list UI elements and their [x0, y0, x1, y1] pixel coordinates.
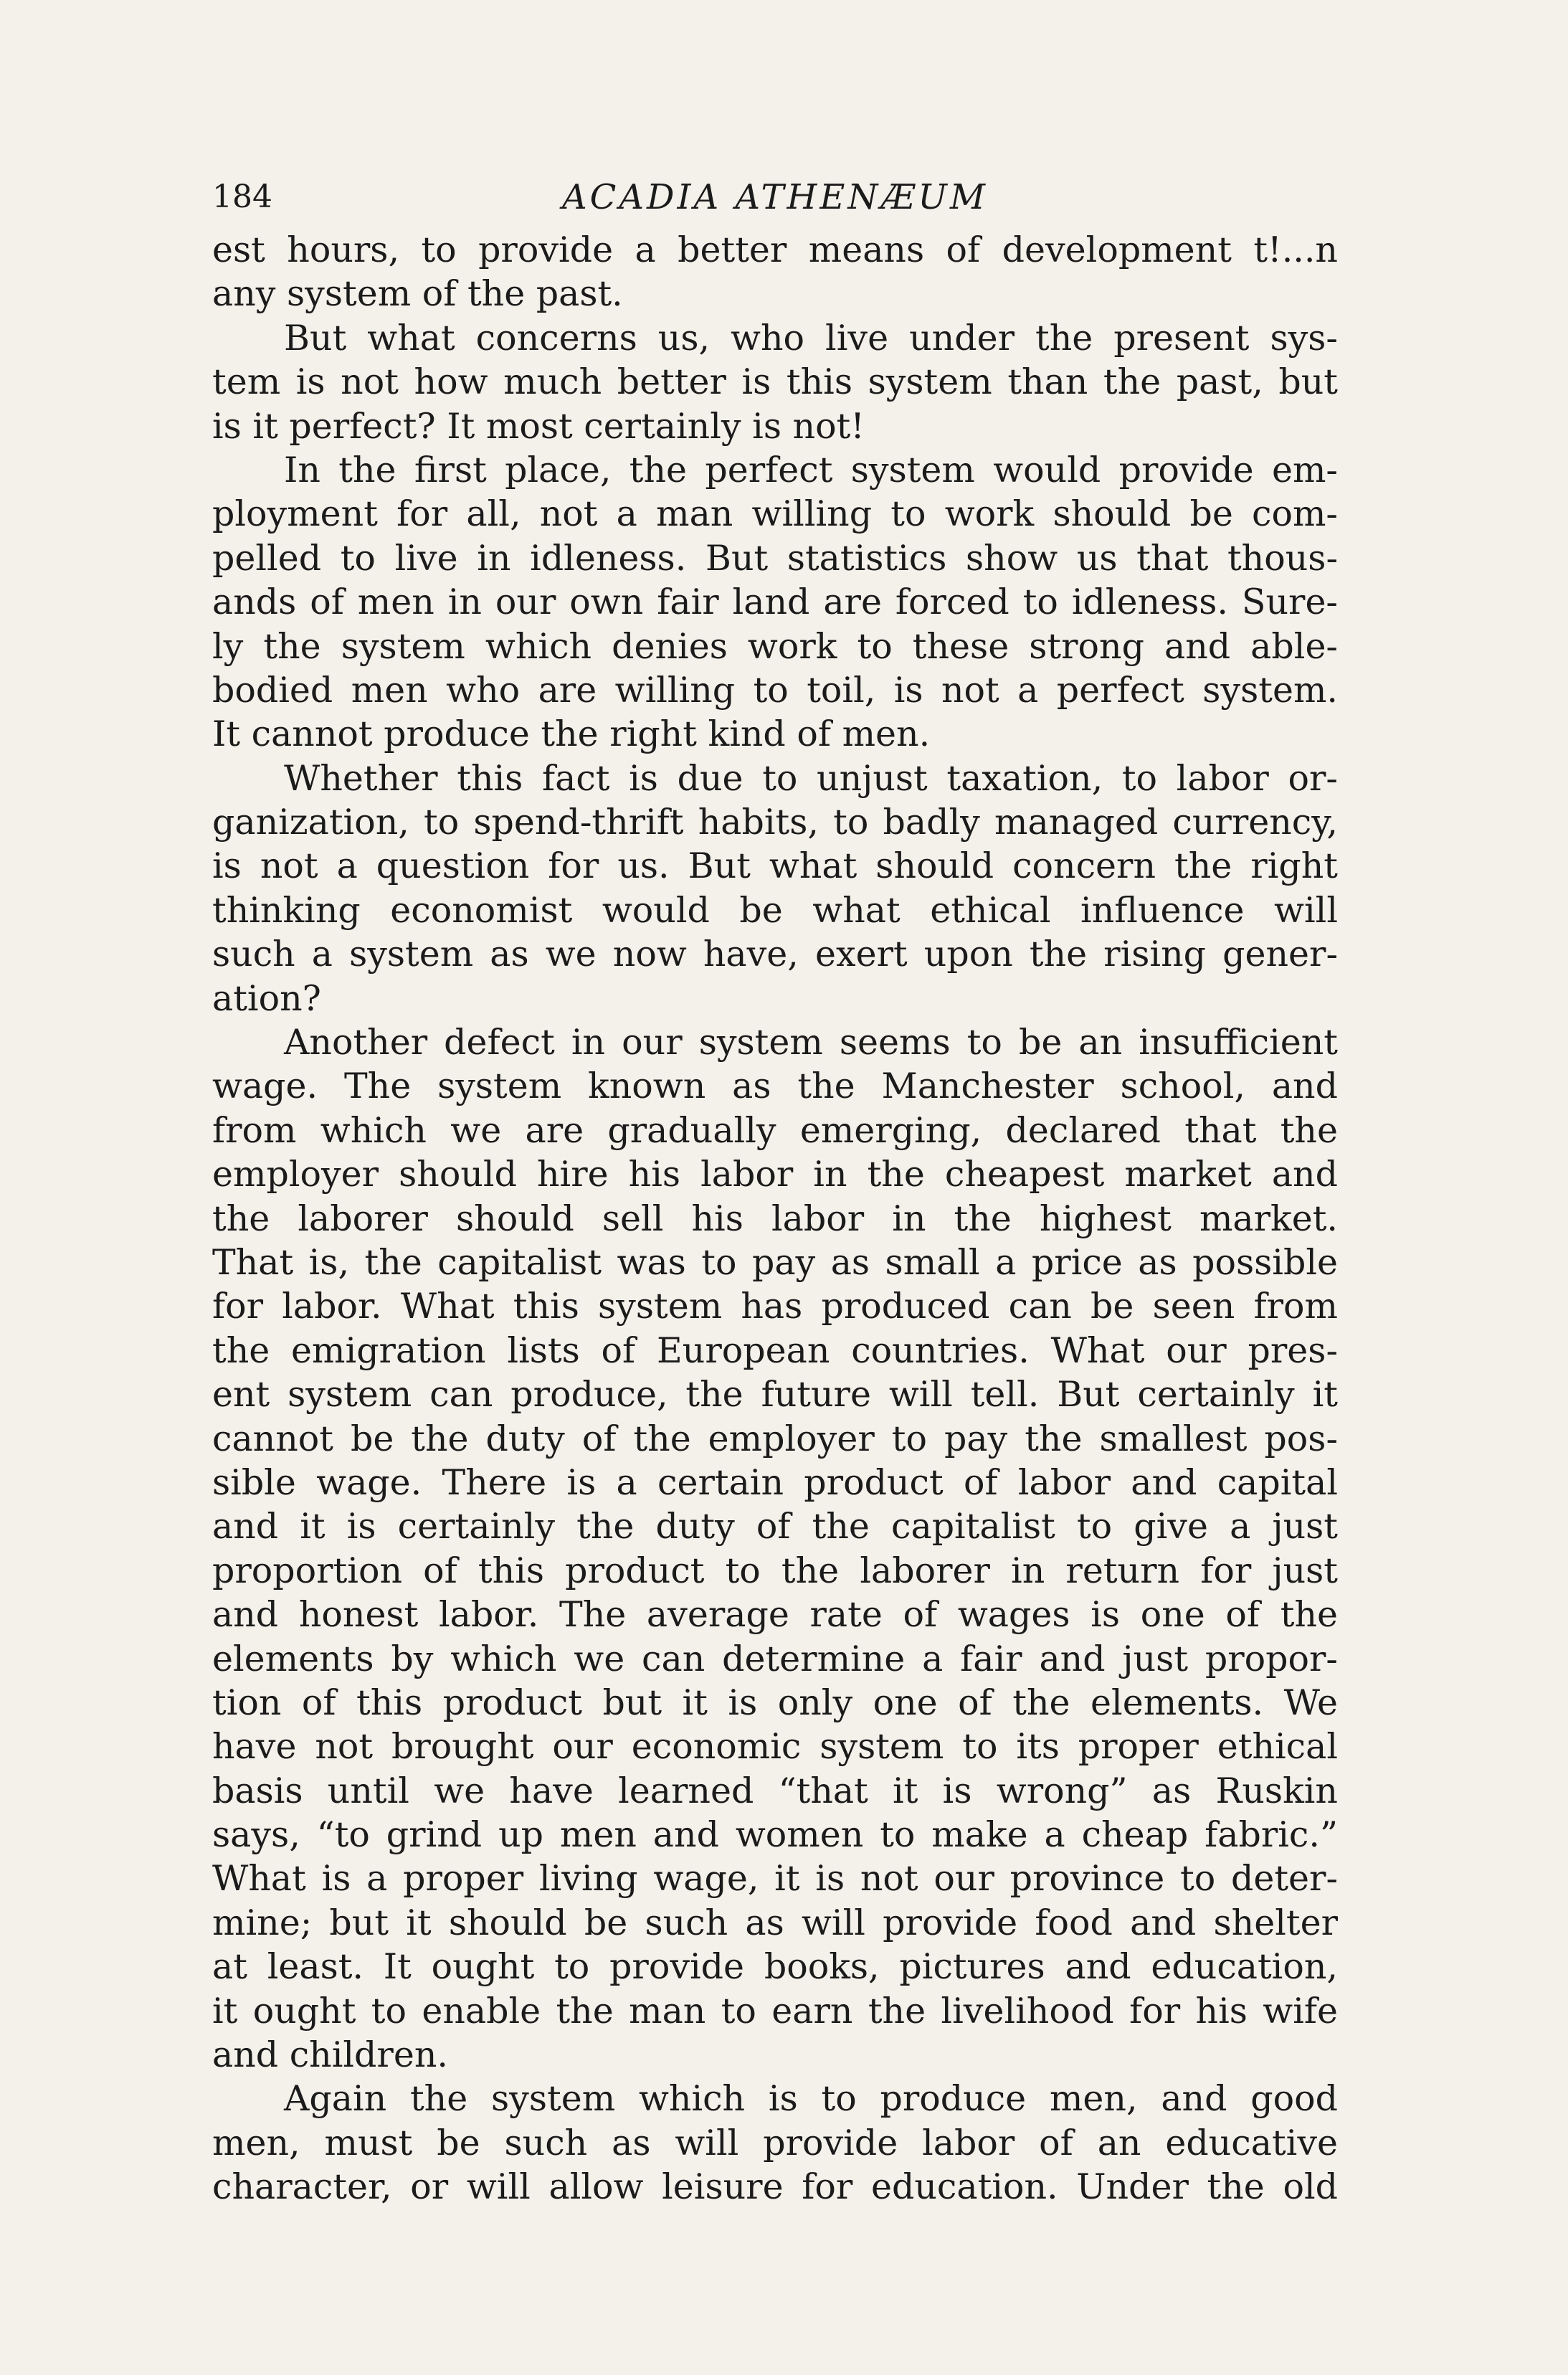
text-line: the laborer should sell his labor in the highest market.: [212, 1198, 1338, 1239]
text-line: ganization, to spend-thrift habits, to badly managed currency,: [212, 802, 1338, 843]
text-line: employer should hire his labor in the cheapest market and: [212, 1154, 1338, 1195]
text-line: basis until we have learned “that it is wrong” as Ruskin: [212, 1770, 1338, 1811]
text-line: cannot be the duty of the employer to pay the smallest pos-: [212, 1418, 1338, 1459]
text-line: at least. It ought to provide books, pictures and education,: [212, 1946, 1338, 1988]
text-line: ent system can produce, the future will tell. But certainly it: [212, 1374, 1338, 1416]
text-line: tem is not how much better is this system than the past, but: [212, 361, 1338, 403]
text-line: is not a question for us. But what should concern the right: [212, 845, 1338, 887]
text-line: from which we are gradually emerging, declared that the: [212, 1109, 1338, 1151]
text-line: the emigration lists of European countries. What our pres-: [212, 1329, 1338, 1371]
text-line: and honest labor. The average rate of wages is one of the: [212, 1594, 1338, 1636]
text-line: any system of the past.: [212, 273, 623, 315]
text-line: Whether this fact is due to unjust taxation, to labor or-: [284, 757, 1338, 799]
text-line: What is a proper living wage, it is not our province to deter-: [212, 1858, 1338, 1900]
text-line: ands of men in our own fair land are forced to idleness. Sure-: [212, 582, 1338, 623]
body-text: [212, 228, 1338, 2209]
text-line: and children.: [212, 2034, 448, 2076]
text-line: ation?: [212, 977, 321, 1019]
text-line: is it perfect? It most certainly is not!: [212, 405, 865, 447]
text-line: ployment for all, not a man willing to work should be com-: [212, 493, 1338, 535]
text-line: Again the system which is to produce men, and good: [284, 2078, 1338, 2120]
text-line: ly the system which denies work to these strong and able-: [212, 625, 1338, 667]
text-line: est hours, to provide a better means of development t!...n: [212, 229, 1338, 270]
text-line: it ought to enable the man to earn the livelihood for his wife: [212, 1990, 1338, 2032]
text-line: That is, the capitalist was to pay as small a price as possible: [212, 1241, 1338, 1283]
text-line: for labor. What this system has produced can be seen from: [212, 1286, 1338, 1327]
text-line: But what concerns us, who live under the present sys-: [284, 317, 1338, 359]
text-line: pelled to live in idleness. But statistics show us that thous-: [212, 537, 1338, 579]
running-title: ACADIA ATHENÆUM: [561, 177, 989, 217]
text-line: and it is certainly the duty of the capitalist to give a just: [212, 1506, 1338, 1547]
text-line: proportion of this product to the laborer in return for just: [212, 1550, 1338, 1591]
text-line: men, must be such as will provide labor of an educative: [212, 2122, 1338, 2163]
page-number: 184: [212, 179, 272, 215]
text-line: mine; but it should be such as will provide food and shelter: [212, 1902, 1338, 1943]
text-line: elements by which we can determine a fair and just propor-: [212, 1638, 1338, 1679]
text-line: thinking economist would be what ethical influence will: [212, 889, 1338, 931]
text-line: Another defect in our system seems to be an insufficient: [284, 1022, 1338, 1063]
text-line: such a system as we now have, exert upon the rising gener-: [212, 934, 1338, 975]
text-line: character, or will allow leisure for education. Under the old: [212, 2166, 1338, 2208]
page-header: [212, 172, 1338, 222]
text-line: bodied men who are willing to toil, is not a perfect system.: [212, 669, 1338, 711]
text-line: sible wage. There is a certain product of labor and capital: [212, 1461, 1338, 1503]
text-line: tion of this product but it is only one of the elements. We: [212, 1682, 1338, 1723]
text-line: have not brought our economic system to its proper ethical: [212, 1726, 1338, 1768]
text-line: says, “to grind up men and women to make a cheap fabric.”: [212, 1814, 1338, 1856]
text-line: In the first place, the perfect system would provide em-: [284, 449, 1338, 490]
text-line: wage. The system known as the Manchester school, and: [212, 1066, 1338, 1107]
text-line: It cannot produce the right kind of men.: [212, 714, 931, 755]
